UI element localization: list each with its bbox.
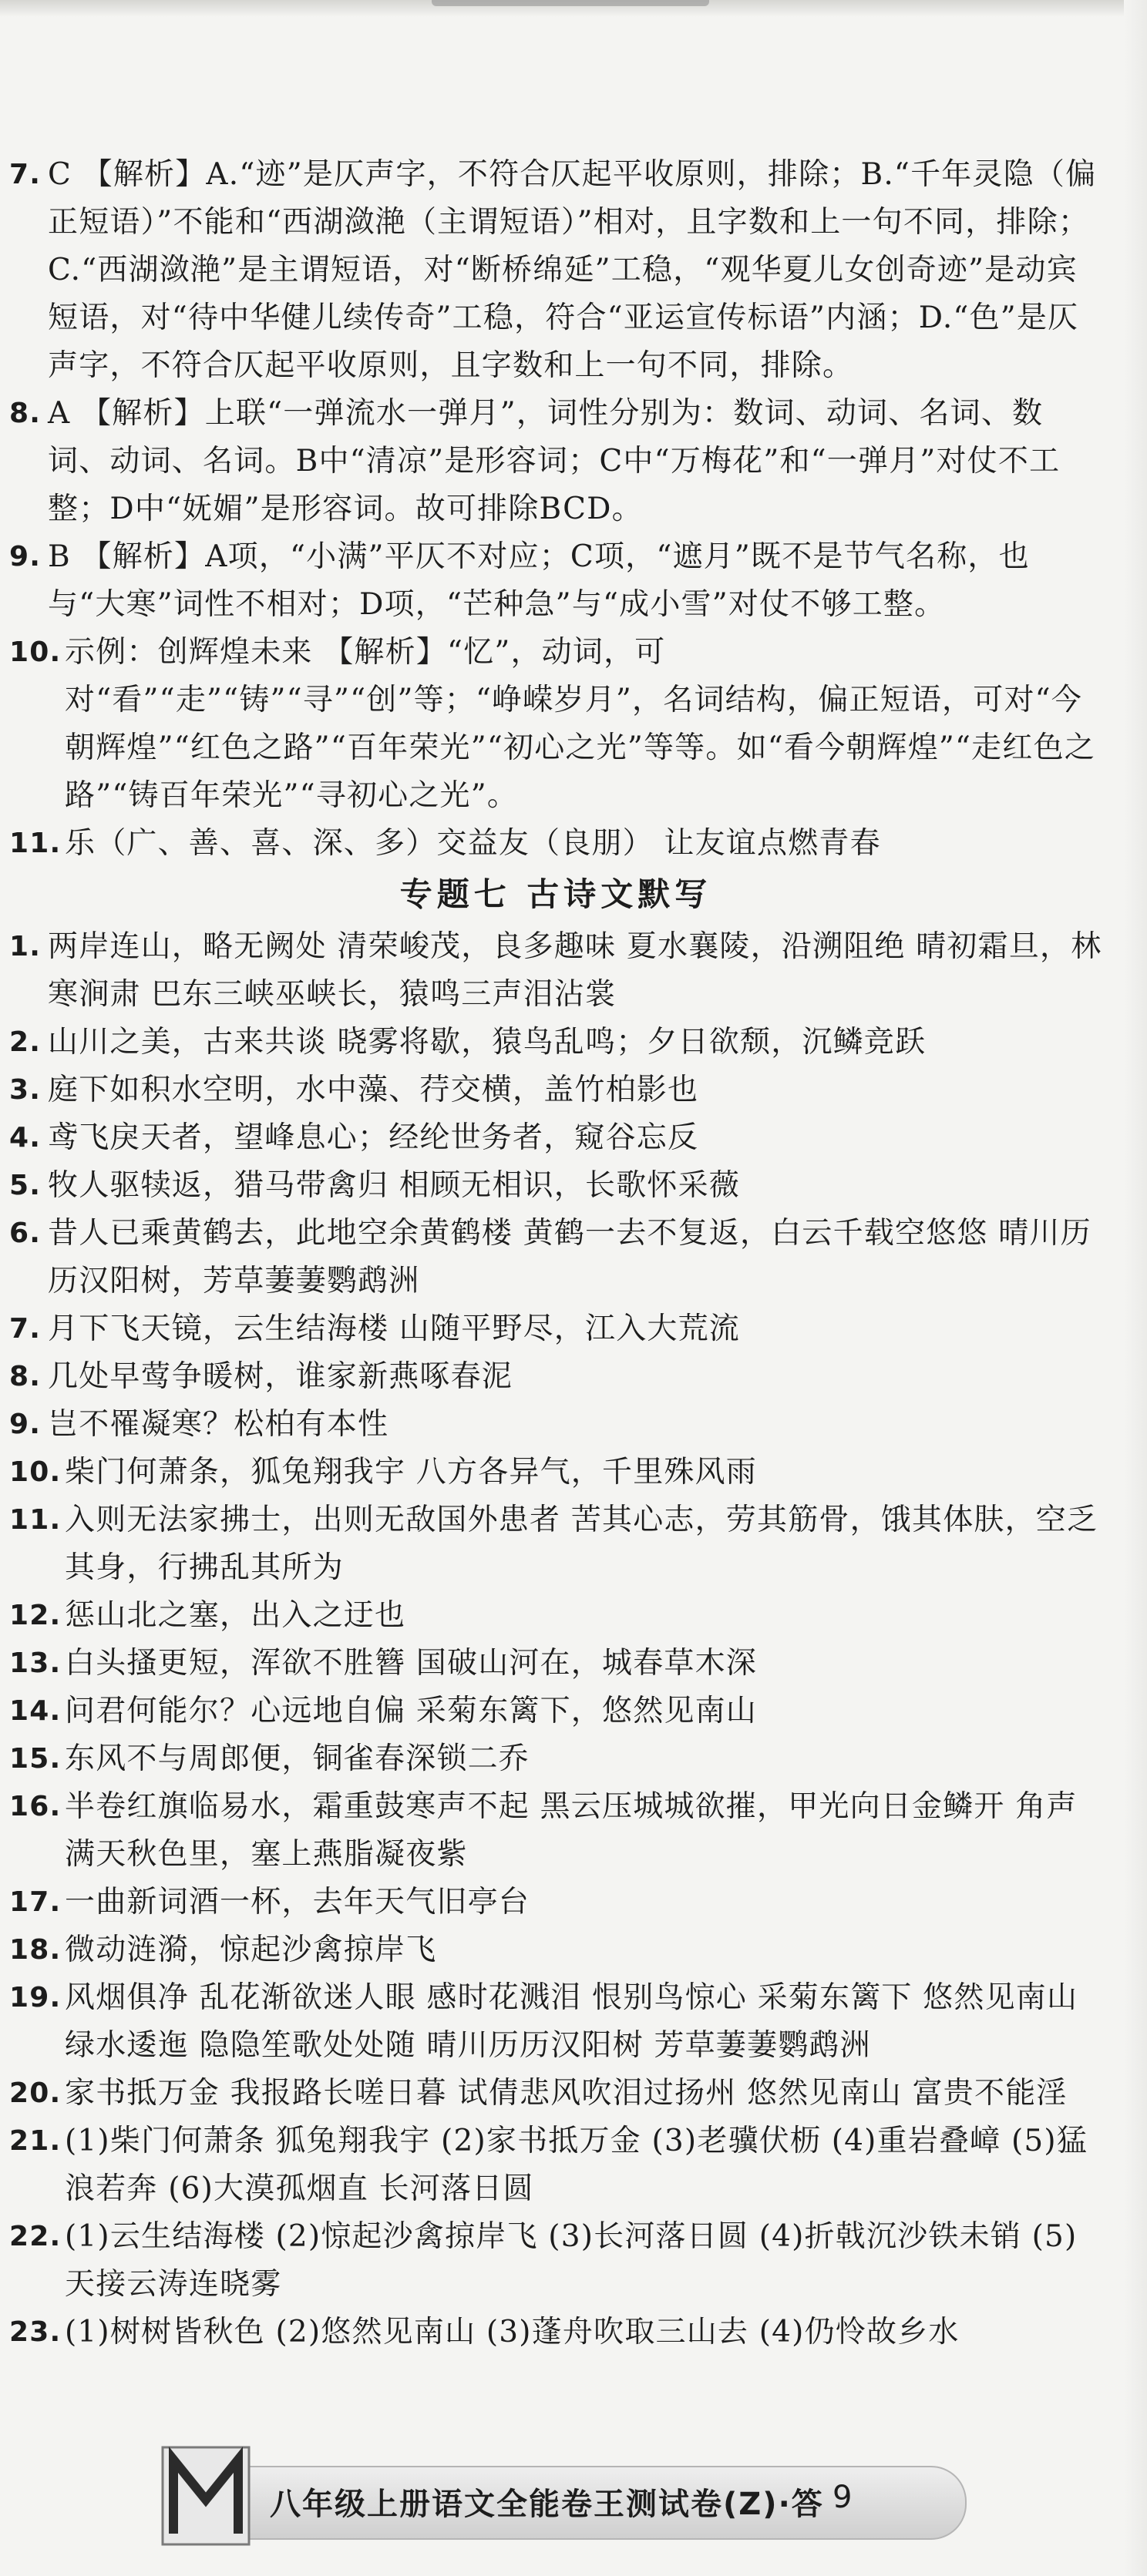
item-number: 7. xyxy=(9,159,42,190)
item-number: 17. xyxy=(9,1886,62,1918)
item-text: 月下飞天镜，云生结海楼 山随平野尽，江入大荒流 xyxy=(48,1312,740,1346)
item-text: 岂不罹凝寒？松柏有本性 xyxy=(48,1407,389,1442)
answer-item xyxy=(9,1974,1102,2070)
item-number: 8. xyxy=(9,1361,42,1392)
answer-item xyxy=(9,629,1102,820)
item-text: 柴门何萧条，狐兔翔我宇 八方各异气，千里殊风雨 xyxy=(65,1455,757,1490)
item-number: 15. xyxy=(9,1743,62,1775)
answer-item xyxy=(9,2070,1102,2118)
answer-item xyxy=(9,1783,1102,1879)
item-text: 惩山北之塞，出入之迂也 xyxy=(65,1598,406,1633)
item-text: 示例：创辉煌未来 【解析】“忆”，动词，可对“看”“走”“铸”“寻”“创”等；“峥嵘岁月”，名词结构，偏正短语，可对“今朝辉煌”“红色之路”“百年荣光”“初心之光”等等。如“看今朝辉煌”“走红色之路”“铸百年荣光”“寻初心之光”。 xyxy=(65,635,1095,813)
answer-item xyxy=(9,390,1102,533)
answer-item xyxy=(9,2309,1102,2356)
item-text: 问君何能尔？心远地自偏 采菊东篱下，悠然见南山 xyxy=(65,1694,757,1728)
item-number: 16. xyxy=(9,1791,62,1822)
answer-item xyxy=(9,1401,1102,1449)
item-number: 6. xyxy=(9,1217,42,1249)
answer-item xyxy=(9,923,1102,1019)
item-number: 9. xyxy=(9,541,42,573)
item-number: 20. xyxy=(9,2077,62,2109)
item-number: 23. xyxy=(9,2316,62,2348)
answer-group-recitation xyxy=(9,923,1102,2356)
answer-item xyxy=(9,820,1102,868)
item-text: 半卷红旗临易水，霜重鼓寒声不起 黑云压城城欲摧，甲光向日金鳞开 角声满天秋色里，塞上燕脂凝夜紫 xyxy=(65,1789,1078,1872)
item-text: B 【解析】A项，“小满”平仄不对应；C项，“遮月”既不是节气名称，也与“大寒”词性不相对；D项，“芒种急”与“成小雪”对仗不够工整。 xyxy=(48,539,1030,622)
item-number: 21. xyxy=(9,2125,62,2157)
answer-item xyxy=(9,1496,1102,1592)
binding-mark xyxy=(432,0,709,6)
item-text: 一曲新词酒一杯，去年天气旧亭台 xyxy=(65,1885,530,1919)
publisher-logo xyxy=(158,2441,254,2549)
answer-item xyxy=(9,1449,1102,1496)
item-text: A 【解析】上联“一弹流水一弹月”，词性分别为：数词、动词、名词、数词、动词、名词。B中“清凉”是形容词；C中“万梅花”和“一弹月”对仗不工整；D中“妩媚”是形容词。故可排除BCD。 xyxy=(48,396,1061,526)
item-text: 昔人已乘黄鹤去，此地空余黄鹤楼 黄鹤一去不复返，白云千载空悠悠 晴川历历汉阳树，芳草萋萋鹦鹉洲 xyxy=(48,1216,1092,1298)
item-text: (1)树树皆秋色 (2)悠然见南山 (3)蓬舟吹取三山去 (4)仍怜故乡水 xyxy=(65,2315,960,2349)
item-text: 山川之美，古来共谈 晓雾将歇，猿鸟乱鸣；夕日欲颓，沉鳞竞跃 xyxy=(48,1025,927,1060)
adjacent-page-edge xyxy=(1124,0,1147,2576)
answer-content xyxy=(9,151,1102,2356)
item-number: 11. xyxy=(9,1504,62,1536)
item-number: 10. xyxy=(9,1456,62,1488)
item-text: 家书抵万金 我报路长嗟日暮 试倩悲风吹泪过扬州 悠然见南山 富贵不能淫 xyxy=(65,2076,1068,2111)
item-text: (1)云生结海楼 (2)惊起沙禽掠岸飞 (3)长河落日圆 (4)折戟沉沙铁未销 (5)天接云涛连晓雾 xyxy=(65,2219,1078,2302)
item-text: 风烟俱净 乱花渐欲迷人眼 感时花溅泪 恨别鸟惊心 采菊东篱下 悠然见南山 绿水逶迤 隐隐笙歌处处随 晴川历历汉阳树 芳草萋萋鹦鹉洲 xyxy=(65,1980,1078,2063)
item-text: 牧人驱犊返，猎马带禽归 相顾无相识，长歌怀采薇 xyxy=(48,1168,740,1203)
answer-item xyxy=(9,1162,1102,1210)
item-number: 4. xyxy=(9,1122,42,1154)
item-text: 东风不与周郎便，铜雀春深锁二乔 xyxy=(65,1741,530,1776)
item-text: 入则无法家拂士，出则无敌国外患者 苦其心志，劳其筋骨，饿其体肤，空乏其身，行拂乱其所为 xyxy=(65,1503,1098,1585)
answer-item xyxy=(9,1592,1102,1640)
item-number: 3. xyxy=(9,1074,42,1106)
item-number: 19. xyxy=(9,1982,62,2013)
item-number: 9. xyxy=(9,1409,42,1440)
item-text: 几处早莺争暖树，谁家新燕啄春泥 xyxy=(48,1359,513,1394)
item-number: 10. xyxy=(9,636,62,668)
section-title: 专题七 古诗文默写 xyxy=(399,875,712,913)
answer-item xyxy=(9,1688,1102,1735)
item-number: 11. xyxy=(9,828,62,859)
item-text: C 【解析】A.“迹”是仄声字，不符合仄起平收原则，排除；B.“千年灵隐（偏正短语）”不能和“西湖潋滟（主谓短语）”相对，且字数和上一句不同，排除；C.“西湖潋滟”是主谓短语，对“断桥绵延”工稳，“观华夏儿女创奇迹”是动宾短语，对“待中华健儿续传奇”工稳，符合“亚运宣传标语”内涵；D.“色”是仄声字，不符合仄起平收原则，且字数和上一句不同，排除。 xyxy=(48,157,1097,383)
item-number: 1. xyxy=(9,931,42,962)
footer-title: 八年级上册语文全能卷王测试卷(Z)·答 xyxy=(270,2487,824,2522)
item-text: 乐（广、善、喜、深、多）交益友（良朋） 让友谊点燃青春 xyxy=(65,826,881,861)
item-number: 18. xyxy=(9,1934,62,1966)
answer-item xyxy=(9,1735,1102,1783)
item-text: (1)柴门何萧条 狐兔翔我宇 (2)家书抵万金 (3)老骥伏枥 (4)重岩叠嶂 (5)猛浪若奔 (6)大漠孤烟直 长河落日圆 xyxy=(65,2124,1088,2206)
item-number: 8. xyxy=(9,398,42,429)
answer-item xyxy=(9,1640,1102,1688)
item-text: 微动涟漪，惊起沙禽掠岸飞 xyxy=(65,1933,437,1967)
answer-item xyxy=(9,1114,1102,1162)
item-number: 7. xyxy=(9,1313,42,1345)
answer-item xyxy=(9,1305,1102,1353)
item-text: 鸢飞戾天者，望峰息心；经纶世务者，窥谷忘反 xyxy=(48,1120,699,1155)
answer-item xyxy=(9,151,1102,390)
item-number: 5. xyxy=(9,1170,42,1201)
answer-item xyxy=(9,2213,1102,2309)
item-number: 14. xyxy=(9,1695,62,1727)
answer-item xyxy=(9,1019,1102,1066)
item-text: 两岸连山，略无阙处 清荣峻茂，良多趣味 夏水襄陵，沿溯阻绝 晴初霜旦，林寒涧肃 巴东三峡巫峡长，猿鸣三声泪沾裳 xyxy=(48,929,1102,1012)
answer-item xyxy=(9,533,1102,629)
item-number: 12. xyxy=(9,1600,62,1631)
item-text: 庭下如积水空明，水中藻、荇交横，盖竹柏影也 xyxy=(48,1073,699,1107)
item-text: 白头搔更短，浑欲不胜簪 国破山河在，城春草木深 xyxy=(65,1646,757,1681)
page-number: 9 xyxy=(832,2480,853,2515)
item-number: 13. xyxy=(9,1647,62,1679)
answer-group-poetry-couplets xyxy=(9,151,1102,868)
item-number: 2. xyxy=(9,1026,42,1058)
answer-item xyxy=(9,1210,1102,1305)
answer-item xyxy=(9,1353,1102,1401)
item-number: 22. xyxy=(9,2221,62,2252)
answer-item xyxy=(9,1066,1102,1114)
answer-item xyxy=(9,1879,1102,1926)
answer-item xyxy=(9,2118,1102,2213)
answer-item xyxy=(9,1926,1102,1974)
